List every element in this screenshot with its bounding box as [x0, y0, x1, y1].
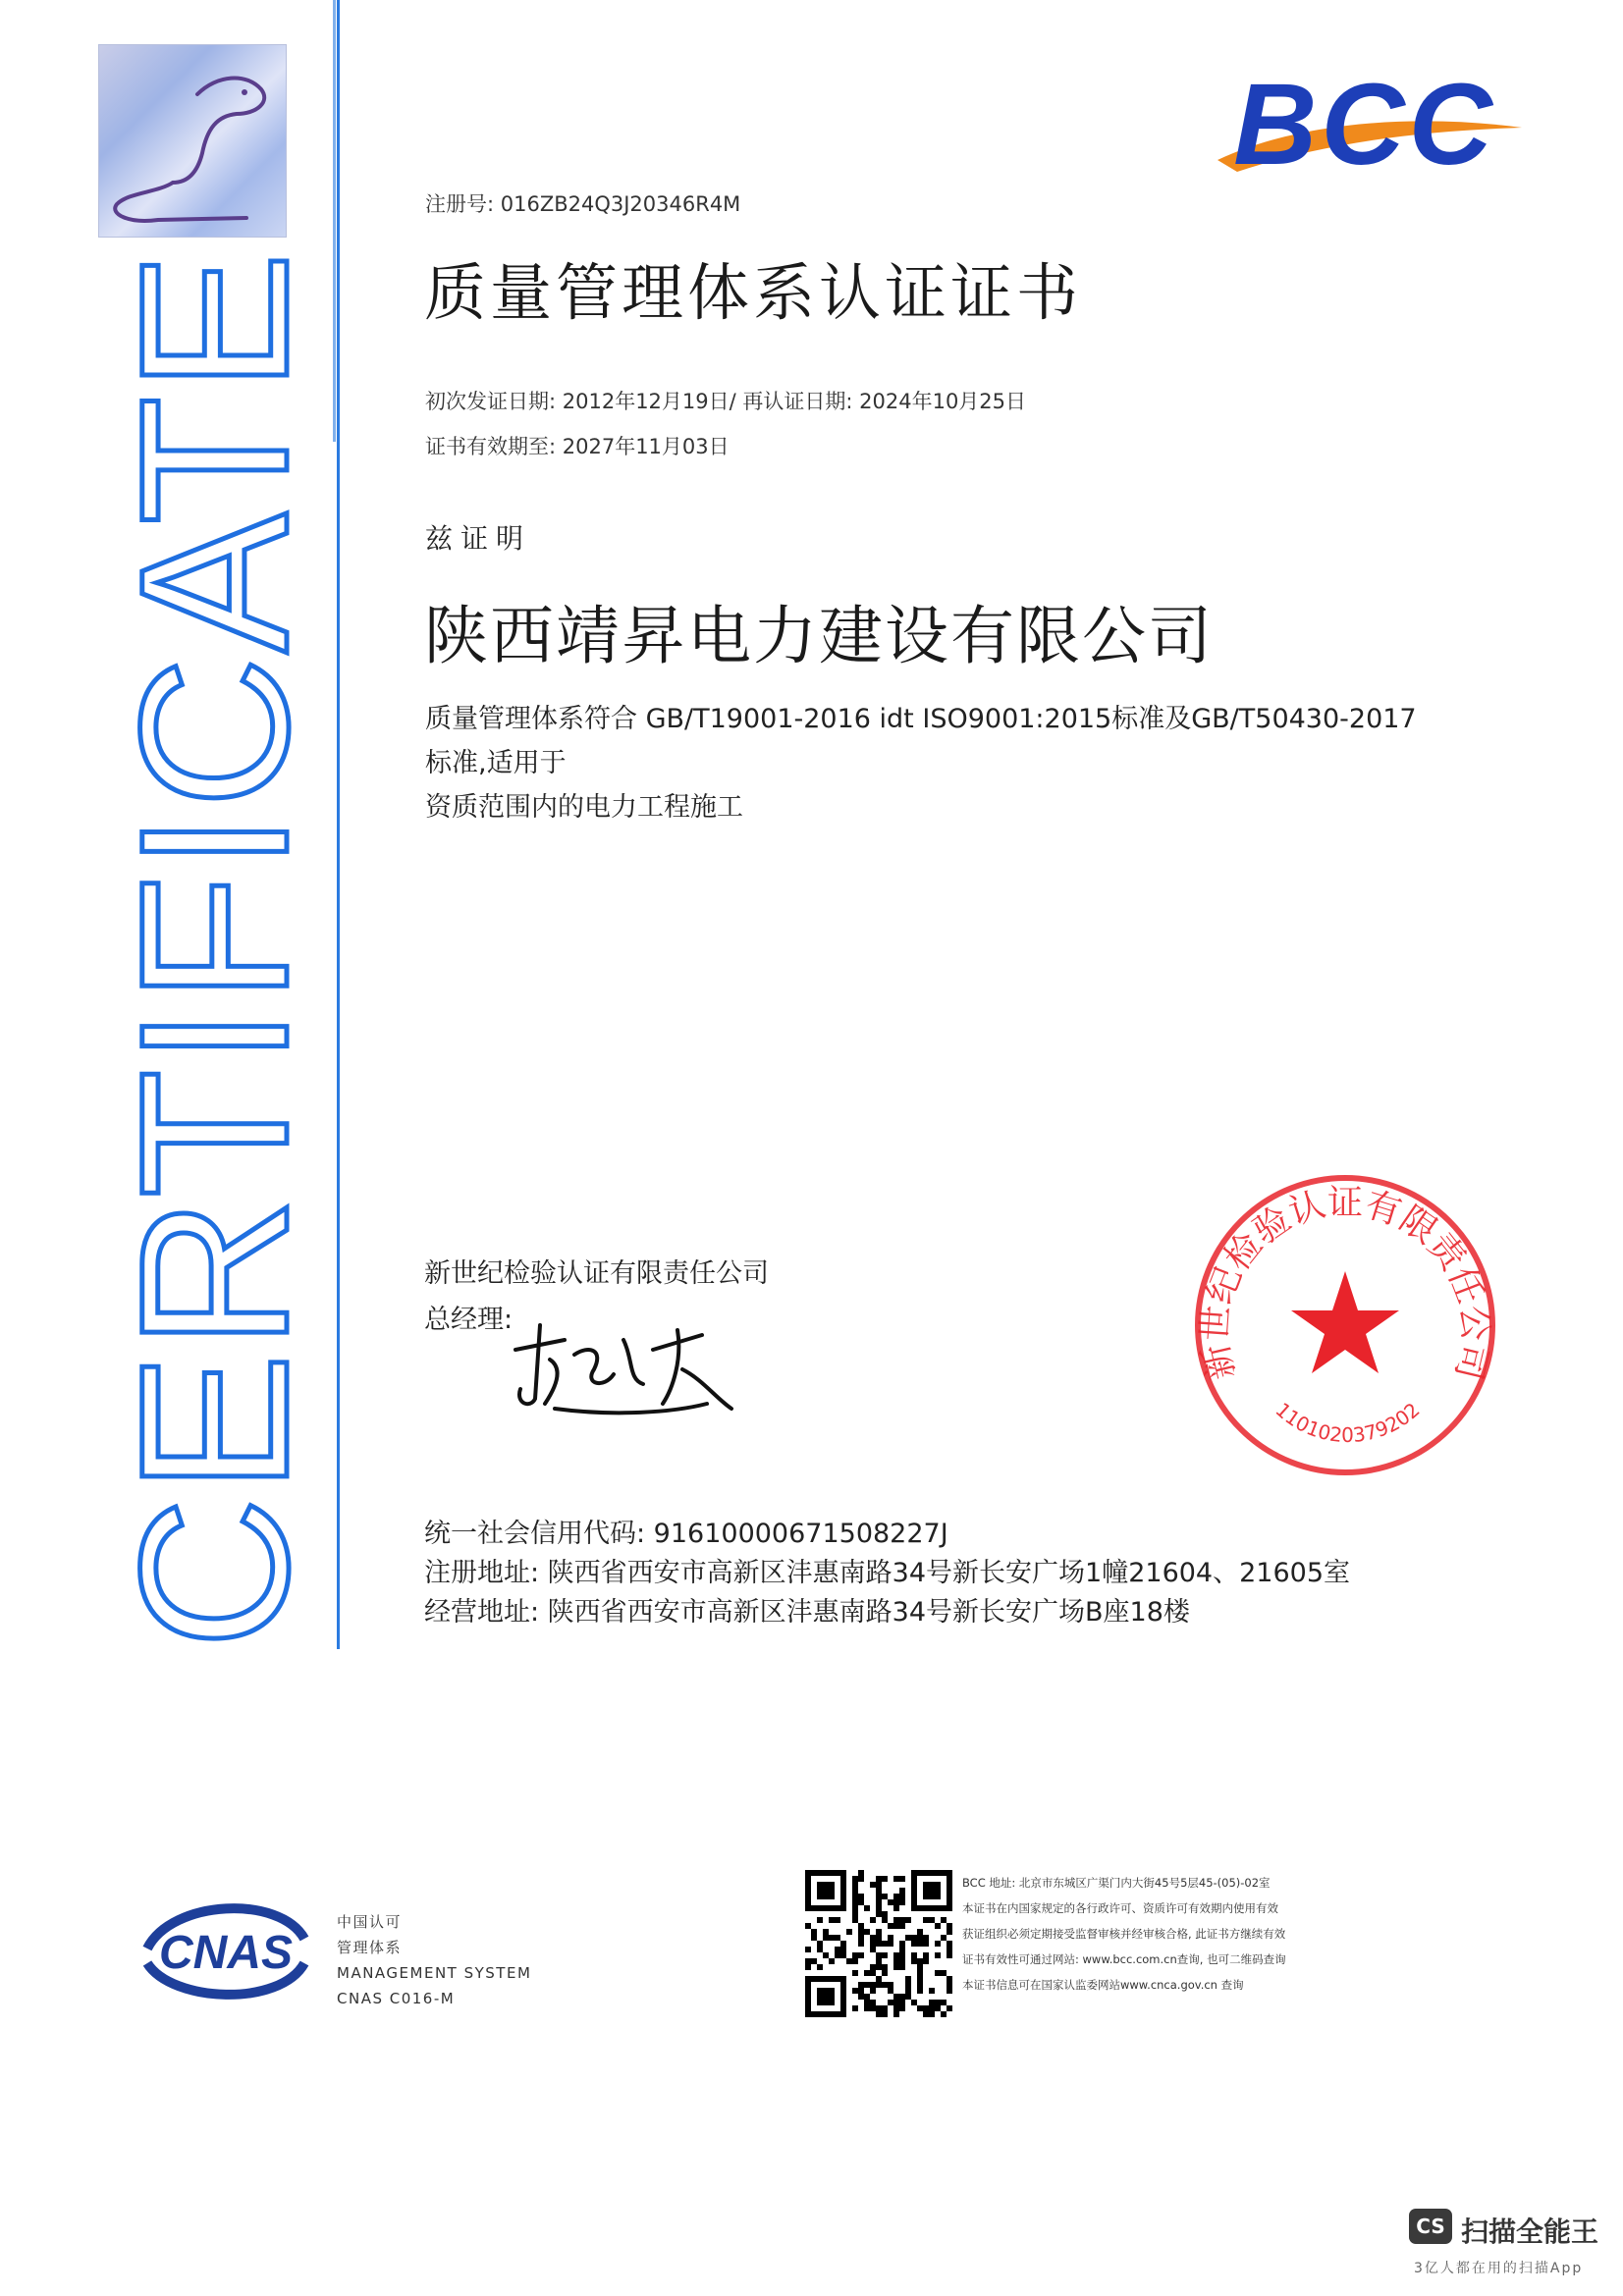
certificate-vertical-word: CERTIFICATE	[97, 247, 332, 1649]
camscanner-slogan: 3亿人都在用的扫描App	[1414, 2261, 1584, 2276]
page-title: 质量管理体系认证证书	[424, 257, 1082, 329]
bcc-info-line: 获证组织必须定期接受监督审核并经审核合格, 此证书方继续有效	[962, 1927, 1286, 1941]
issue-dates: 初次发证日期: 2012年12月19日/ 再认证日期: 2024年10月25日	[425, 390, 1027, 413]
cnas-line: CNAS C016-M	[337, 1990, 456, 2007]
cnas-line: 中国认可	[337, 1913, 403, 1931]
camscanner-app-name: 扫描全能王	[1461, 2216, 1599, 2248]
scope-line-2: 标准,适用于	[425, 748, 567, 778]
company-seal-stamp	[1183, 1163, 1507, 1487]
bcc-info-block	[962, 1870, 1286, 1998]
credit-code: 统一社会信用代码: 91610000671508227J	[424, 1519, 948, 1549]
issuer-name: 新世纪检验认证有限责任公司	[424, 1258, 769, 1289]
cnas-logo	[133, 1895, 319, 2007]
hologram-beaver-icon	[98, 44, 287, 238]
qr-code[interactable]	[805, 1870, 952, 2017]
validity-date: 证书有效期至: 2027年11月03日	[425, 435, 730, 458]
seal-text: 新世纪检验认证有限责任公司	[1195, 1183, 1495, 1384]
signature-image	[496, 1310, 751, 1428]
cnas-logo-text: CNAS	[158, 1927, 294, 1979]
bcc-info-line: 本证书信息可在国家认监委网站www.cnca.gov.cn 查询	[962, 1978, 1244, 1992]
bcc-info-line: 证书有效性可通过网站: www.bcc.com.cn查询, 也可二维码查询	[962, 1952, 1286, 1966]
company-name: 陕西靖昇电力建设有限公司	[424, 600, 1215, 673]
registration-number: 注册号: 016ZB24Q3J20346R4M	[425, 192, 741, 216]
cnas-line: MANAGEMENT SYSTEM	[337, 1964, 532, 1982]
cnas-accreditation-text	[337, 1909, 531, 2011]
general-manager-label: 总经理:	[424, 1305, 514, 1335]
blue-divider-line	[337, 0, 340, 1649]
scope-line-3: 资质范围内的电力工程施工	[425, 792, 743, 823]
scope-line-1: 质量管理体系符合 GB/T19001-2016 idt ISO9001:2015标准及GB/T50430-2017	[425, 704, 1417, 734]
seal-number: 1101020379202	[1271, 1397, 1425, 1448]
cnas-line: 管理体系	[337, 1939, 403, 1956]
business-address: 经营地址: 陕西省西安市高新区沣惠南路34号新长安广场B座18楼	[424, 1597, 1190, 1628]
bcc-info-line: 本证书在内国家规定的各行政许可、资质许可有效期内使用有效	[962, 1901, 1278, 1915]
camscanner-logo-icon: CS	[1409, 2209, 1452, 2244]
bcc-logo	[1217, 54, 1522, 182]
bcc-info-line: BCC 地址: 北京市东城区广渠门内大街45号5层45-(05)-02室	[962, 1876, 1271, 1890]
bcc-logo-text: BCC	[1233, 60, 1496, 182]
blue-divider-line-upper	[333, 0, 336, 442]
registered-address: 注册地址: 陕西省西安市高新区沣惠南路34号新长安广场1幢21604、21605室	[424, 1558, 1350, 1588]
certify-label: 兹证明	[425, 522, 532, 555]
svg-text:1101020379202	[1271, 1398, 1424, 1447]
